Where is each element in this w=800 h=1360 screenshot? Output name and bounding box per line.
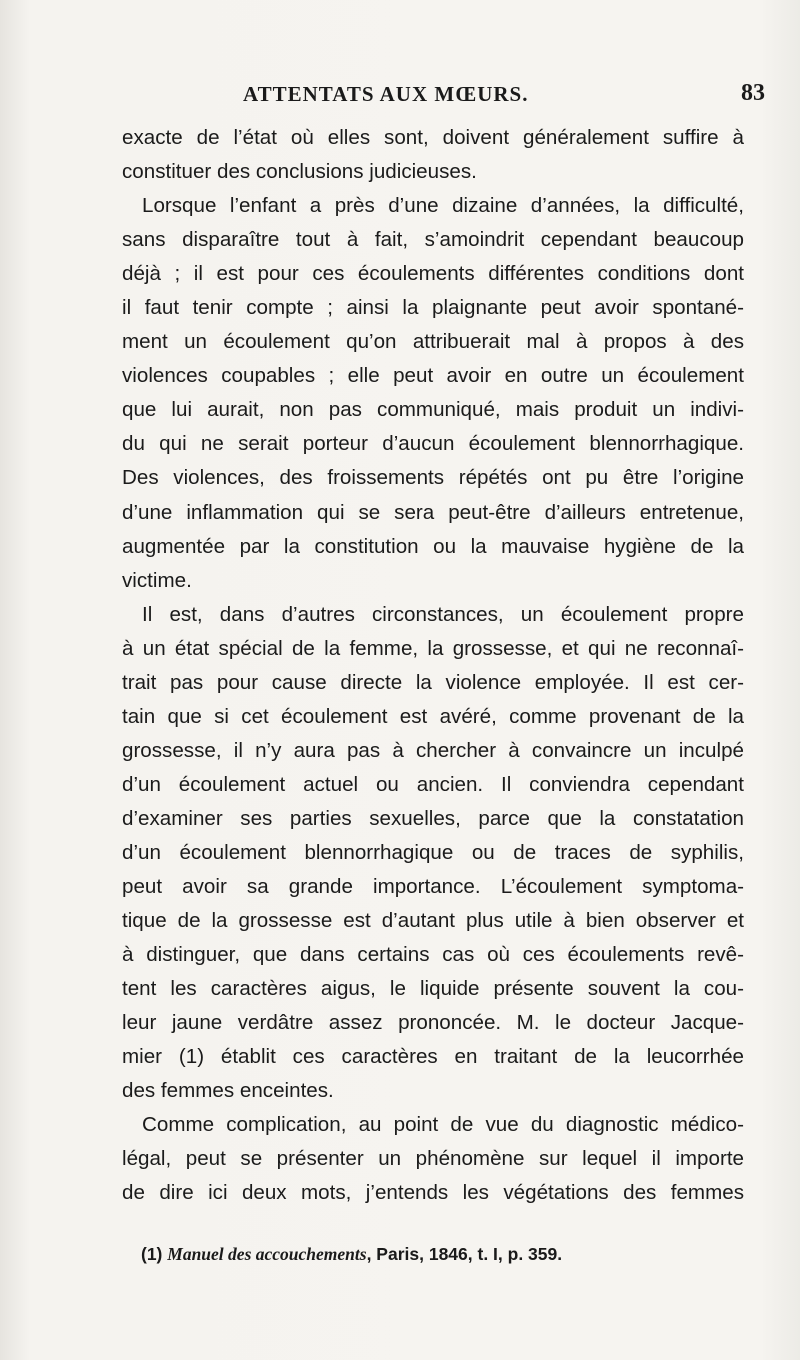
text-line: il faut tenir compte ; ainsi la plaignante peut avoir spontané- [122, 296, 744, 320]
running-title: ATTENTATS AUX MŒURS. [243, 82, 529, 106]
text-line: tique de la grossesse est d’autant plus utile à bien observer et [122, 909, 744, 933]
text-line: peut avoir sa grande importance. L’écoulement symptoma- [122, 875, 744, 899]
text-line: sans disparaître tout à fait, s’amoindrit cependant beaucoup [122, 228, 744, 252]
running-head [0, 82, 800, 112]
text-line: d’examiner ses parties sexuelles, parce que la constatation [122, 806, 744, 830]
text-line: d’un écoulement blennorrhagique ou de traces de syphilis, [122, 840, 744, 864]
text-line: Des violences, des froissements répétés ont pu être l’origine [122, 466, 744, 490]
text-line: à distinguer, que dans certains cas où ces écoulements revê- [122, 943, 744, 967]
text-line: exacte de l’état où elles sont, doivent généralement suffire à [122, 126, 744, 149]
text-line: d’une inflammation qui se sera peut-être d’ailleurs entretenue, [122, 500, 744, 524]
text-line: tent les caractères aigus, le liquide présente souvent la cou- [122, 977, 744, 1001]
footnote-title: Manuel des accouchements [167, 1244, 367, 1264]
text-line: tain que si cet écoulement est avéré, comme provenant de la [122, 704, 744, 728]
text-line: d’un écoulement actuel ou ancien. Il conviendra cependant [122, 772, 744, 796]
text-line: leur jaune verdâtre assez prononcée. M. le docteur Jacque- [122, 1011, 744, 1035]
text-line: constituer des conclusions judicieuses. [122, 160, 477, 184]
text-line: mier (1) établit ces caractères en traitant de la leucorrhée [122, 1045, 744, 1069]
text-line: victime. [122, 568, 192, 592]
text-line: Il est, dans d’autres circonstances, un écoulement propre [142, 602, 744, 626]
text-line: grossesse, il n’y aura pas à chercher à convaincre un inculpé [122, 738, 744, 762]
text-line: déjà ; il est pour ces écoulements différentes conditions dont [122, 262, 744, 286]
text-line: légal, peut se présenter un phénomène sur lequel il importe [122, 1147, 744, 1171]
footnote [141, 1244, 562, 1265]
text-line: trait pas pour cause directe la violence employée. Il est cer- [122, 670, 744, 694]
text-line: de dire ici deux mots, j’entends les végétations des femmes [122, 1181, 744, 1205]
text-line: Lorsque l’enfant a près d’une dizaine d’années, la difficulté, [142, 194, 744, 218]
body-text [122, 121, 744, 1211]
text-line: des femmes enceintes. [122, 1079, 334, 1103]
footnote-citation: , Paris, 1846, t. I, p. 359. [366, 1244, 563, 1264]
text-line: augmentée par la constitution ou la mauvaise hygiène de la [122, 534, 744, 558]
text-line: ment un écoulement qu’on attribuerait mal à propos à des [122, 330, 744, 354]
footnote-marker: (1) [141, 1244, 163, 1264]
text-line: du qui ne serait porteur d’aucun écoulement blennorrhagique. [122, 432, 744, 456]
text-line: violences coupables ; elle peut avoir en outre un écoulement [122, 364, 744, 388]
text-line: que lui aurait, non pas communiqué, mais produit un indivi- [122, 398, 744, 422]
page-number: 83 [741, 80, 765, 106]
text-line: Comme complication, au point de vue du diagnostic médico- [142, 1113, 744, 1137]
text-line: à un état spécial de la femme, la grossesse, et qui ne reconnaî- [122, 636, 744, 660]
